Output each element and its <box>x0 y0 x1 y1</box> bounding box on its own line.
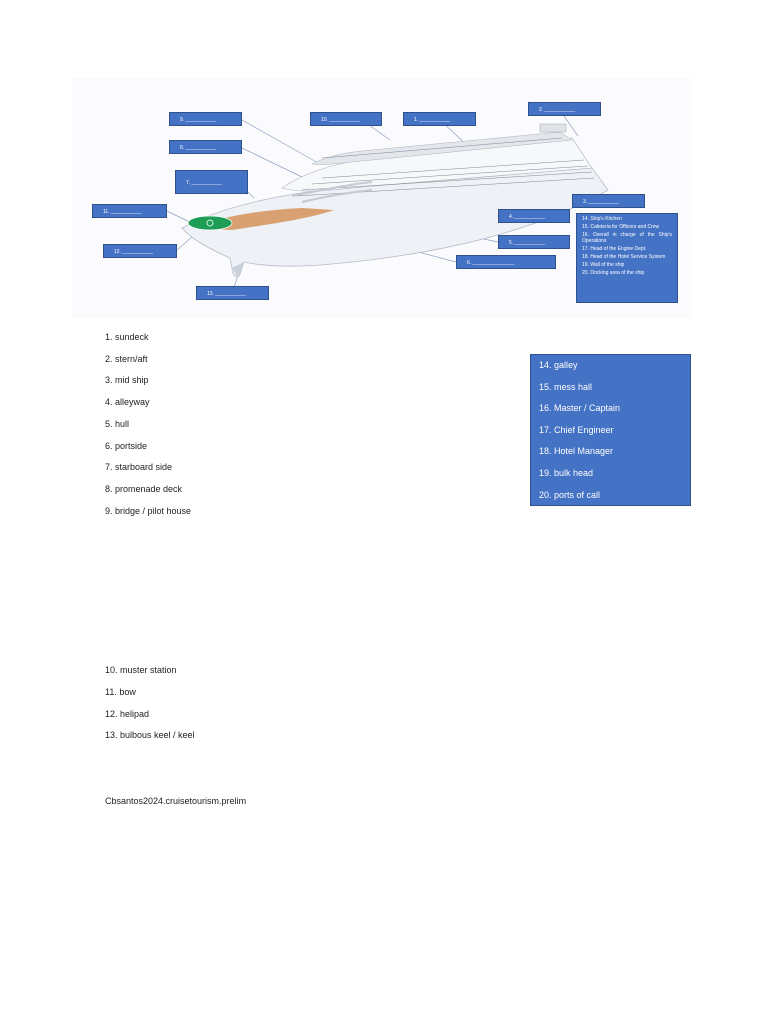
definition-item: 14. Ship's Kitchen <box>582 216 622 222</box>
callout-label: 3. ___________ <box>572 194 645 208</box>
term-item: 7. starboard side <box>105 462 173 472</box>
definition-item: 16. Overall in charge of the Ship's Operations <box>582 232 672 244</box>
definitions-box <box>576 213 678 303</box>
callout-label: 8. ___________ <box>169 140 242 154</box>
answer-item: 19. bulk head <box>539 467 594 478</box>
answer-item: 15. mess hall <box>539 381 593 392</box>
term-item: 8. promenade deck <box>105 484 183 494</box>
callout-label: 6. _______________ <box>456 255 556 269</box>
term-item: 9. bridge / pilot house <box>105 506 192 516</box>
ship-diagram <box>72 78 692 318</box>
callout-label: 2. ___________ <box>528 102 601 116</box>
term-item: 11. bow <box>105 687 136 697</box>
answer-item: 16. Master / Captain <box>539 403 621 414</box>
term-item: 5. hull <box>105 419 130 429</box>
term-item: 10. muster station <box>105 665 177 675</box>
term-item: 3. mid ship <box>105 375 149 385</box>
callout-label: 1. ___________ <box>403 112 476 126</box>
definition-item: 19. Wall of the ship <box>582 262 625 268</box>
answer-item: 14. galley <box>539 360 578 370</box>
answer-item: 18. Hotel Manager <box>539 446 614 457</box>
callout-label: 11. ___________ <box>92 204 167 218</box>
definition-item: 18. Head of the Hotel Service System <box>582 254 666 260</box>
definition-item: 15. Cafeteria for Officers and Crew <box>582 224 660 230</box>
answer-item: 20. ports of call <box>539 489 601 500</box>
callout-label: 13. ___________ <box>196 286 269 300</box>
term-item: 4. alleyway <box>105 397 150 407</box>
answer-key-box <box>530 354 691 506</box>
callout-label: 7. ___________ <box>175 170 248 194</box>
term-item: 12. helipad <box>105 709 150 719</box>
term-item: 6. portside <box>105 441 148 451</box>
term-item: 2. stern/aft <box>105 354 148 364</box>
answer-item: 17. Chief Engineer <box>539 424 614 435</box>
term-item: 13. bulbous keel / keel <box>105 730 195 740</box>
definition-item: 17. Head of the Engine Dept. <box>582 246 647 252</box>
callout-label: 5. ___________ <box>498 235 570 249</box>
callout-label: 12. ___________ <box>103 244 177 258</box>
term-item: 1. sundeck <box>105 332 149 342</box>
callout-label: 4. ___________ <box>498 209 570 223</box>
callout-label: 9. ___________ <box>169 112 242 126</box>
footer-credit: Cbsantos2024.cruisetourism.prelim <box>105 796 247 806</box>
definition-item: 20. Docking area of the ship <box>582 270 645 276</box>
callout-label: 10. ___________ <box>310 112 382 126</box>
